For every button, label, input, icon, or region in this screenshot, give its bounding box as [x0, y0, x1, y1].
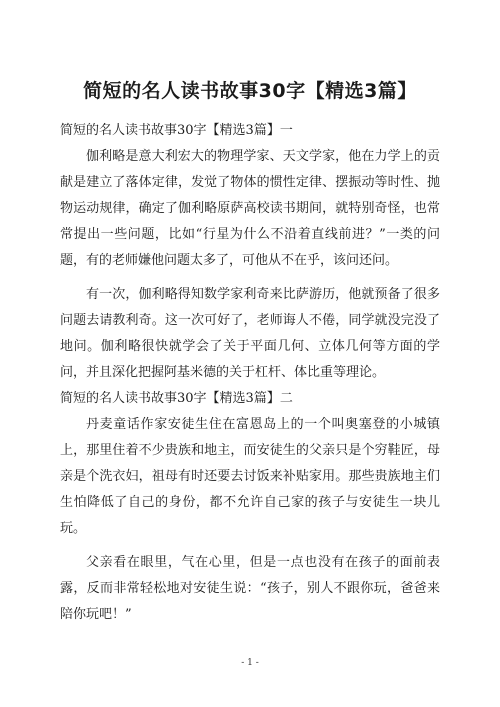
body-paragraph: 父亲看在眼里，气在心里，但是一点也没有在孩子的面前表露，反而非常轻松地对安徒生说：“孩子，别人不跟你玩，爸爸来陪你玩吧！”: [60, 555, 440, 622]
section-heading: 简短的名人读书故事30字【精选3篇】二: [60, 391, 293, 406]
document-title: 简短的名人读书故事30字【精选3篇】: [83, 80, 417, 102]
page-number: - 1 -: [241, 658, 259, 668]
body-paragraph: 有一次，伽利略得知数学家利奇来比萨游历，他就预备了很多问题去请教利奇。这一次可好了，老师诲人不倦，同学就没完没了地问。伽利略很快就学会了关于平面几何、立体几何等方面的学问，并且深化把握阿基米德的关于杠杆、体比重等理论。: [60, 287, 440, 380]
section-1: [60, 118, 440, 386]
body-paragraph: 伽利略是意大利宏大的物理学家、天文学家，他在力学上的贡献是建立了落体定律，发觉了物体的惯性定律、摆振动等时性、抛物运动规律，确定了伽利略原萨高校读书期间，就特别奇怪，也常常提出一些问题，比如“行星为什么不沿着直线前进？”一类的问题，有的老师嫌他问题太多了，可他从不在乎，该问还问。: [60, 149, 440, 268]
body-paragraph: 丹麦童话作家安徒生住在富恩岛上的一个叫奥塞登的小城镇上，那里住着不少贵族和地主，而安徒生的父亲只是个穷鞋匠，母亲是个洗衣妇，祖母有时还要去讨饭来补贴家用。那些贵族地主们生怕降低了自己的身份，都不允许自己家的孩子与安徒生一块儿玩。: [60, 417, 440, 536]
section-2: [60, 386, 440, 628]
section-heading: 简短的名人读书故事30字【精选3篇】一: [60, 123, 293, 138]
document-body: [60, 118, 440, 628]
